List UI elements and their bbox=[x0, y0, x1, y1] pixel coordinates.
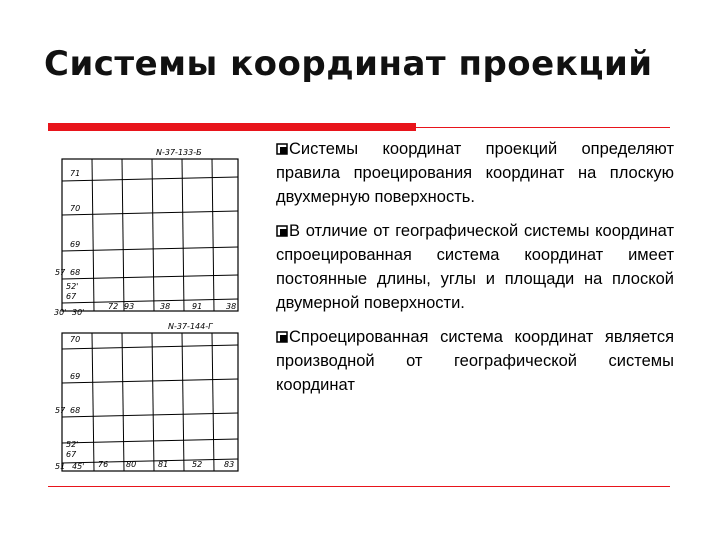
map-top-left-label: 57 bbox=[55, 268, 66, 277]
map-top-bottom-labels bbox=[108, 302, 236, 311]
map-bottom-row-label: 67 bbox=[66, 450, 77, 459]
map-top-row-labels bbox=[54, 169, 84, 317]
bottom-divider bbox=[48, 486, 670, 487]
map-grid-svg bbox=[52, 143, 264, 478]
map-top-left-label: 30' bbox=[72, 308, 85, 317]
map-bottom-grid-lines bbox=[62, 333, 238, 471]
map-top-col-label: 91 bbox=[192, 302, 203, 311]
map-top-col-label: 38 bbox=[226, 302, 237, 311]
map-bottom-col-label: 83 bbox=[224, 460, 235, 469]
paragraph-derived bbox=[276, 325, 674, 397]
square-bullet-icon bbox=[276, 219, 288, 243]
map-bottom-row-labels bbox=[55, 335, 84, 471]
paragraph-text: Системы координат проекций определяют правила проецирования координат на плоскую двухмерную поверхность. bbox=[276, 140, 674, 206]
map-bottom-sheet-label: N-37-144-Г bbox=[168, 322, 213, 331]
map-bottom-row-label: 69 bbox=[70, 372, 81, 381]
map-grid-figure bbox=[52, 143, 264, 478]
map-top-row-label: 70 bbox=[70, 204, 81, 213]
map-top-row-label: 69 bbox=[70, 240, 81, 249]
paragraph-projected-systems bbox=[276, 137, 674, 209]
map-bottom-left-label: 51 bbox=[55, 462, 66, 471]
square-bullet-icon bbox=[276, 137, 288, 161]
map-bottom-left-label: 57 bbox=[55, 406, 66, 415]
text-column bbox=[276, 137, 674, 407]
map-bottom-left-label: 45' bbox=[72, 462, 85, 471]
map-bottom-row-label: 52' bbox=[66, 440, 79, 449]
map-top-left-label: 30' bbox=[54, 308, 67, 317]
slide-title: Системы координат проекций bbox=[44, 44, 653, 84]
paragraph-text: В отличие от географической системы координат спроецированная система координат имеет постоянные длины, углы и площади на плоской двумерной поверхности. bbox=[276, 222, 674, 312]
paragraph-text: Спроецированная система координат является производной от географической системы координат bbox=[276, 328, 674, 394]
map-bottom-col-label: 81 bbox=[158, 460, 169, 469]
map-top-col-label: 38 bbox=[160, 302, 171, 311]
map-top-row-label: 52' bbox=[66, 282, 79, 291]
red-accent-bar bbox=[48, 123, 416, 131]
map-bottom-row-label: 68 bbox=[70, 406, 81, 415]
map-top-col-label: 93 bbox=[124, 302, 135, 311]
map-top-col-label: 72 bbox=[108, 302, 119, 311]
map-bottom-row-label: 70 bbox=[70, 335, 81, 344]
map-top-row-label: 68 bbox=[70, 268, 81, 277]
map-top-grid-lines bbox=[62, 159, 238, 311]
paragraph-difference bbox=[276, 219, 674, 315]
map-top-sheet-label: N-37-133-Б bbox=[156, 148, 202, 157]
square-bullet-icon bbox=[276, 325, 288, 349]
map-bottom-col-label: 52 bbox=[192, 460, 203, 469]
map-bottom-frame bbox=[62, 333, 238, 471]
map-top-frame bbox=[62, 159, 238, 311]
map-bottom-col-label: 76 bbox=[98, 460, 109, 469]
map-top-row-label: 71 bbox=[70, 169, 81, 178]
map-top-row-label: 67 bbox=[66, 292, 77, 301]
map-bottom-col-label: 80 bbox=[126, 460, 137, 469]
